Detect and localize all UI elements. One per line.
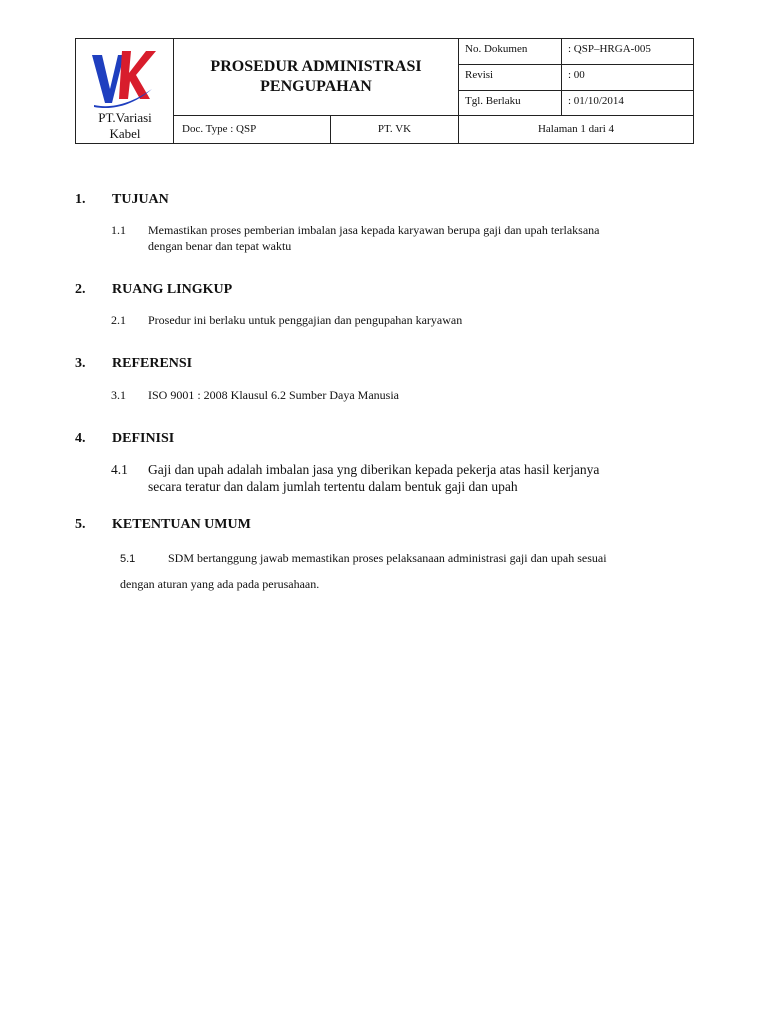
item-text-line1: SDM bertanggung jawab memastikan proses pelaksanaan administrasi gaji dan upah sesuai xyxy=(168,551,607,565)
item-text-line2: secara teratur dan dalam jumlah tertentu dalam bentuk gaji dan upah xyxy=(148,479,518,494)
section-number: 4. xyxy=(75,431,86,446)
section-heading-ruang-lingkup xyxy=(75,282,232,298)
section-number: 1. xyxy=(75,192,86,207)
meta-value-doc-number: : QSP–HRGA-005 xyxy=(562,39,693,65)
section-title: RUANG LINGKUP xyxy=(112,282,233,297)
section-heading-ketentuan-umum xyxy=(75,517,251,533)
item-text: ISO 9001 : 2008 Klausul 6.2 Sumber Daya Manusia xyxy=(148,388,399,402)
item-text xyxy=(148,461,599,495)
company-name-line2: Kabel xyxy=(109,126,141,141)
section-title: DEFINISI xyxy=(112,431,175,446)
section-title: REFERENSI xyxy=(112,356,193,371)
company-name xyxy=(76,110,174,142)
doc-type: Doc. Type : QSP xyxy=(174,116,331,143)
section-heading-referensi xyxy=(75,356,192,372)
item-text-line2: dengan benar dan tepat waktu xyxy=(148,239,292,253)
logo-cell xyxy=(76,39,174,143)
title-line2: PENGUPAHAN xyxy=(260,78,372,95)
company-short-name: PT. VK xyxy=(331,116,459,143)
meta-label-effective-date: Tgl. Berlaku xyxy=(459,91,562,116)
item-text-line2: dengan aturan yang ada pada perusahaan. xyxy=(120,577,320,591)
section-number: 5. xyxy=(75,517,86,532)
section-title: KETENTUAN UMUM xyxy=(112,517,251,532)
company-logo xyxy=(88,45,162,111)
meta-value-revision: : 00 xyxy=(562,65,693,91)
section-number: 3. xyxy=(75,356,86,371)
document-title xyxy=(174,39,459,116)
document-header-table xyxy=(75,38,694,144)
item-text-line1: Gaji dan upah adalah imbalan jasa yng diberikan kepada pekerja atas hasil kerjanya xyxy=(148,462,600,477)
section-title: TUJUAN xyxy=(112,192,169,207)
item-text xyxy=(148,222,600,254)
item-number: 3.1 xyxy=(111,388,126,402)
item-number: 4.1 xyxy=(111,462,128,477)
meta-label-revision: Revisi xyxy=(459,65,562,91)
item-number: 5.1 xyxy=(120,553,136,565)
page-indicator: Halaman 1 dari 4 xyxy=(537,123,615,135)
title-line1: PROSEDUR ADMINISTRASI xyxy=(210,58,422,75)
section-number: 2. xyxy=(75,282,86,297)
item-number: 1.1 xyxy=(111,223,126,237)
item-text: Prosedur ini berlaku untuk penggajian dan pengupahan karyawan xyxy=(148,313,463,327)
section-heading-tujuan xyxy=(75,192,169,208)
list-item-5-1 xyxy=(120,546,700,597)
section-heading-definisi xyxy=(75,431,174,447)
item-number: 2.1 xyxy=(111,313,126,327)
meta-label-doc-number: No. Dokumen xyxy=(459,39,562,65)
company-name-line1: PT.Variasi xyxy=(98,110,152,125)
meta-value-effective-date: : 01/10/2014 xyxy=(562,91,693,116)
item-text-line1: Memastikan proses pemberian imbalan jasa kepada karyawan berupa gaji dan upah terlaksana xyxy=(148,223,600,237)
